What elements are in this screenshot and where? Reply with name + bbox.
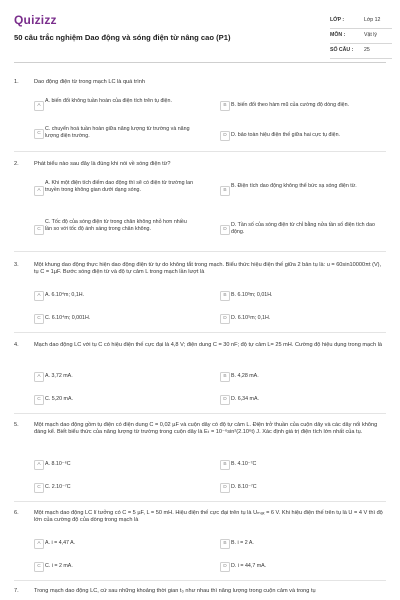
option-letter-badge: C [34,225,44,235]
question-text: Một khung dao động thực hiện dao động điện từ tự do không tắt trong mạch. Biểu thức hiệu điện thế giữa 2 bản tụ là: u = 60sin10000πt (V), tụ C = 1µF. Bước sóng điện từ và độ tự cảm L trong mạch lần lượt là [34,262,382,276]
option-letter-badge: B [220,291,230,301]
option-text: B. biến đổi theo hàm mũ của cường độ dòng điện. [231,102,350,108]
option-letter-badge: B [220,101,230,111]
question-number: 3. [14,262,19,268]
option-letter-badge: C [34,129,44,139]
question-divider [14,151,386,152]
option-letter-badge: D [220,314,230,324]
option-text: C. 6.10⁴m; 0,001H. [45,315,91,321]
question-divider [14,332,386,333]
option-letter-badge: D [220,395,230,405]
meta-class [330,14,392,29]
option-letter-badge: A [34,186,44,196]
question-number: 6. [14,510,19,516]
meta-subject [330,29,392,44]
question-number: 4. [14,342,19,348]
option-text: B. 6.10³m; 0,01H. [231,292,273,298]
meta-count-value: 25 [364,47,370,53]
option-text: C. i = 2 mA. [45,563,73,569]
option-letter-badge: D [220,483,230,493]
page-title: 50 câu trắc nghiệm Dao động và sóng điện từ nâng cao (P1) [14,33,231,42]
question-text: Một mạch dao động LC lí tưởng có C = 5 µF, L = 50 mH. Hiệu điện thế cực đại trên tụ là Uₘₐₓ = 6 V. Khi hiệu điện thế trên tụ là U = 4 V thì độ lớn của cường độ của dòng trong mạch là [34,510,383,524]
option-text: B. 4.10⁻⁷C [231,461,257,467]
option-letter-badge: B [220,539,230,549]
option-text: D. i = 44,7 mA. [231,563,267,569]
option-letter-badge: B [220,460,230,470]
question-text: Phát biểu nào sau đây là đúng khi nói về sóng điện từ? [34,161,171,167]
question-divider [14,251,386,252]
option-text: A. Khi một điện tích điểm dao động thì sẽ có điện từ trường lan truyền trong không gian dưới dạng sóng. [45,180,194,193]
option-letter-badge: A [34,539,44,549]
option-letter-badge: C [34,314,44,324]
option-letter-badge: A [34,372,44,382]
option-letter-badge: B [220,372,230,382]
question-text: Trong mạch dao động LC, cứ sau những khoảng thời gian t₀ như nhau thì năng lượng trong cuộn cảm và trong tụ [34,588,316,594]
option-text: C. 2.10⁻⁷C [45,484,71,490]
question-text: Mạch dao động LC với tụ C có hiệu điện thế cực đại là 4,8 V; điện dung C = 30 nF; độ tự cảm L= 25 mH. Cường độ hiệu dụng trong mạch là [34,342,382,348]
meta-count [330,44,392,59]
option-text: A. i = 4,47 A. [45,540,76,546]
option-text: A. 6.10⁴m; 0,1H. [45,292,85,298]
option-letter-badge: D [220,225,230,235]
option-letter-badge: A [34,460,44,470]
option-text: C. chuyển hoá tuần hoàn giữa năng lượng từ trường và năng lượng điện trường. [45,126,190,139]
option-letter-badge: C [34,483,44,493]
meta-class-label: LỚP : [330,17,345,23]
option-text: C. Tốc độ của sóng điện từ trong chân không nhỏ hơn nhiều lần so với tốc độ ánh sáng trong chân không. [45,219,187,232]
option-text: C. 5,20 mA. [45,396,73,402]
question-text: Dao động điện từ trong mạch LC là quá trình [34,79,146,85]
option-letter-badge: A [34,291,44,301]
option-letter-badge: B [220,186,230,196]
option-text: D. Tần số của sóng điện từ chỉ bằng nửa tần số điện tích dao động. [231,222,375,235]
option-text: B. 4,28 mA. [231,373,259,379]
meta-subject-value: Vật lý [364,32,377,38]
question-divider [14,413,386,414]
option-text: A. 3,72 mA. [45,373,73,379]
question-number: 7. [14,588,19,594]
option-text: D. 6,34 mA. [231,396,259,402]
option-text: A. 8.10⁻⁶C [45,461,71,467]
meta-class-value: Lớp 12 [364,17,381,23]
quizizz-logo: Quizizz [14,13,57,27]
option-text: A. biến đổi không tuần hoàn của điện tích trên tụ điện. [45,98,172,104]
question-number: 1. [14,79,19,85]
option-text: B. Điện tích dao động không thể bức xạ sóng điện từ. [231,183,357,189]
option-text: D. 6.10⁵m; 0,1H. [231,315,271,321]
option-letter-badge: D [220,562,230,572]
header-divider [14,62,386,63]
question-number: 2. [14,161,19,167]
meta-subject-label: MÔN : [330,32,346,38]
option-letter-badge: A [34,101,44,111]
question-divider [14,580,386,581]
option-text: D. bảo toàn hiệu điện thế giữa hai cực tụ điện. [231,132,340,138]
meta-count-label: SỐ CÂU : [330,47,354,53]
option-letter-badge: C [34,562,44,572]
option-text: B. i = 2 A. [231,540,254,546]
question-text: Một mạch dao động gồm tụ điện có điện dung C = 0,02 µF và cuộn dây có độ tự cảm L. Điện trở thuần của cuộn dây và các dây nối không đáng kể. Biết biểu thức của năng lượng từ trường trong cuộn dây là Eₜ = 10⁻⁶sin²(2.10⁶t) J. Xác định giá trị điện tích lớn nhất của tụ. [34,422,378,436]
header [0,0,400,64]
question-divider [14,501,386,502]
question-number: 5. [14,422,19,428]
option-letter-badge: C [34,395,44,405]
option-letter-badge: D [220,131,230,141]
option-text: D. 8.10⁻⁷C [231,484,257,490]
